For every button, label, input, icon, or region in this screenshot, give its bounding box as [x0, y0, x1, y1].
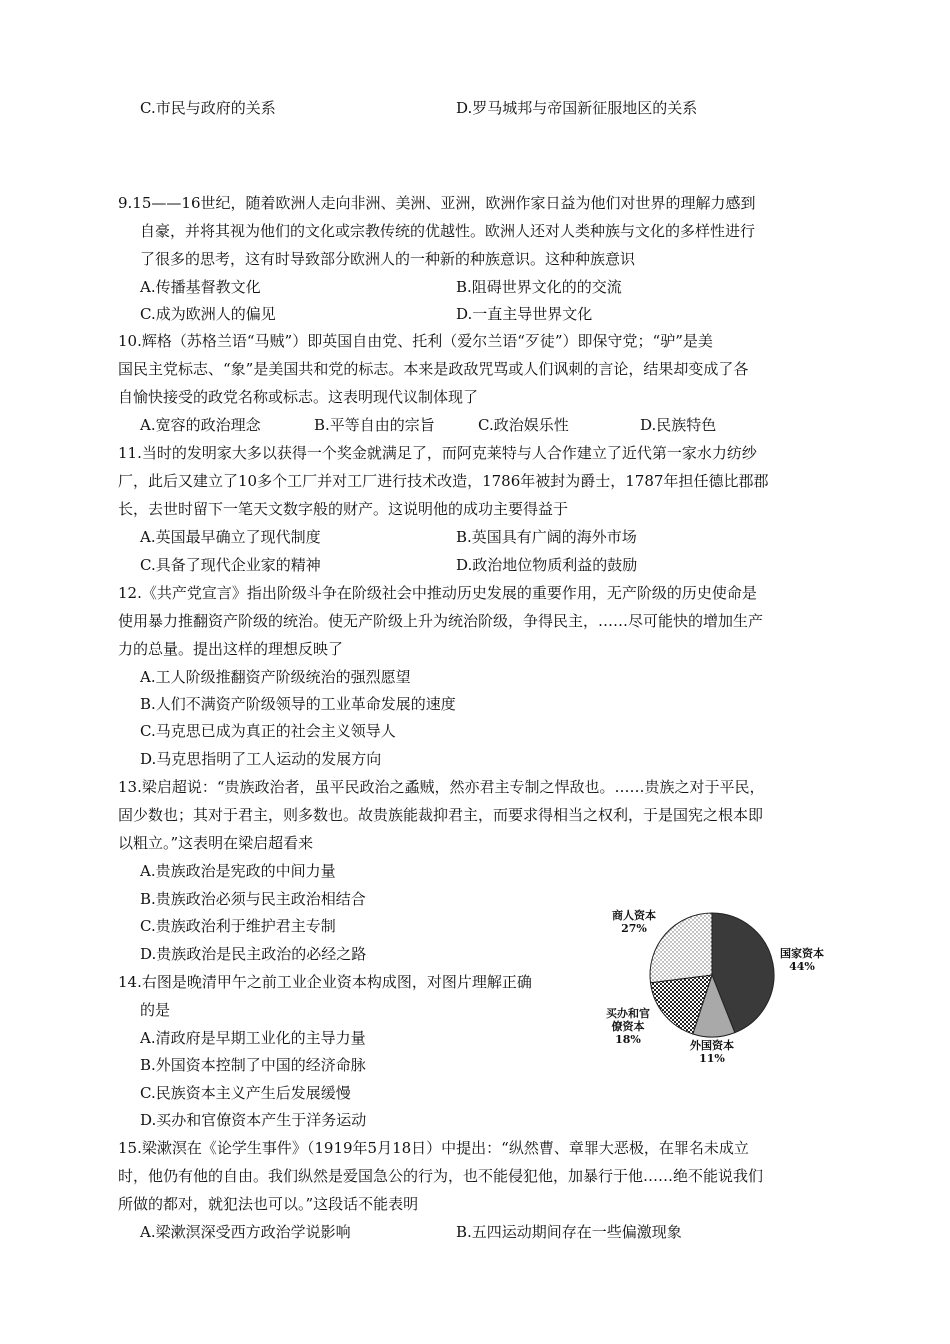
pie-slice-percent: 44%: [789, 960, 815, 973]
q10-option-d: D.民族特色: [640, 416, 717, 434]
q14-option-c: C.民族资本主义产生后发展缓慢: [140, 1084, 351, 1102]
q13-option-b: B.贵族政治必须与民主政治相结合: [140, 890, 366, 908]
q10-stem-line-3: 自愉快接受的政党名称或标志。这表明现代议制体现了: [118, 388, 479, 406]
q14-option-b: B.外国资本控制了中国的经济命脉: [140, 1056, 366, 1074]
pie-slice-label: 买办和官: [606, 1007, 650, 1020]
q12-option-c: C.马克思已成为真正的社会主义领导人: [140, 722, 396, 740]
capital-composition-pie-chart: [590, 905, 840, 1065]
q15-stem-line-3: 所做的都对，就犯法也可以。”这段话不能表明: [118, 1195, 419, 1213]
q10-stem-line-2: 国民主党标志、“象”是美国共和党的标志。本来是政敌咒骂或人们讽刺的言论，结果却变成了各: [118, 360, 749, 378]
q11-option-d: D.政治地位物质利益的鼓励: [456, 556, 638, 574]
q10-stem-line-1: 10.辉格（苏格兰语“马贼”）即英国自由党、托利（爱尔兰语“歹徒”）即保守党；“驴”是美: [118, 332, 713, 350]
q11-stem-line-1: 11.当时的发明家大多以获得一个奖金就满足了，而阿克莱特与人合作建立了近代第一家水力纺纱: [118, 444, 757, 462]
pie-slice-label: 僚资本: [611, 1020, 645, 1033]
pie-slice-label: 外国资本: [690, 1039, 734, 1052]
q12-option-b: B.人们不满资产阶级领导的工业革命发展的速度: [140, 695, 456, 713]
q8-option-d: D.罗马城邦与帝国新征服地区的关系: [456, 99, 698, 117]
q14-option-a: A.清政府是早期工业化的主导力量: [140, 1029, 366, 1047]
q13-option-c: C.贵族政治利于维护君主专制: [140, 917, 336, 935]
q11-option-b: B.英国具有广阔的海外市场: [456, 528, 637, 546]
q12-stem-line-2: 使用暴力推翻资产阶级的统治。使无产阶级上升为统治阶级，争得民主，……尽可能快的增加生产: [118, 612, 764, 630]
q12-option-a: A.工人阶级推翻资产阶级统治的强烈愿望: [140, 668, 411, 686]
q14-stem-line-2: 的是: [140, 1001, 171, 1019]
q9-stem-line-3: 了很多的思考，这有时导致部分欧洲人的一种新的种族意识。这种种族意识: [140, 250, 636, 268]
pie-slice: [650, 913, 712, 983]
q13-stem-line-2: 固少数也；其对于君主，则多数也。故贵族能裁抑君主，而要求得相当之权利，于是国宪之根本即: [118, 806, 764, 824]
q9-stem-line-2: 自豪，并将其视为他们的文化或宗教传统的优越性。欧洲人还对人类种族与文化的多样性进行: [140, 222, 756, 240]
pie-slice-percent: 18%: [615, 1033, 641, 1046]
q11-stem-line-3: 长，去世时留下一笔天文数字般的财产。这说明他的成功主要得益于: [118, 500, 569, 518]
q14-stem-line-1: 14.右图是晚清甲午之前工业企业资本构成图，对图片理解正确: [118, 973, 532, 991]
q10-option-b: B.平等自由的宗旨: [314, 416, 435, 434]
q13-stem-line-3: 以粗立。”这表明在梁启超看来: [118, 834, 314, 852]
q9-option-b: B.阻碍世界文化的的交流: [456, 278, 622, 296]
pie-slice-percent: 11%: [699, 1052, 725, 1065]
q9-option-a: A.传播基督教文化: [140, 278, 261, 296]
pie-slice-label: 国家资本: [780, 947, 824, 960]
q10-option-c: C.政治娱乐性: [478, 416, 569, 434]
q11-option-c: C.具备了现代企业家的精神: [140, 556, 321, 574]
pie-slice-percent: 27%: [621, 922, 647, 935]
q9-option-c: C.成为欧洲人的偏见: [140, 305, 276, 323]
q8-option-c: C.市民与政府的关系: [140, 99, 276, 117]
q13-option-d: D.贵族政治是民主政治的必经之路: [140, 945, 367, 963]
q11-option-a: A.英国最早确立了现代制度: [140, 528, 321, 546]
q13-option-a: A.贵族政治是宪政的中间力量: [140, 862, 336, 880]
q12-stem-line-1: 12.《共产党宣言》指出阶级斗争在阶级社会中推动历史发展的重要作用，无产阶级的历史使命是: [118, 584, 757, 602]
q11-stem-line-2: 厂，此后又建立了10多个工厂并对工厂进行技术改造，1786年被封为爵士，1787年担任德比郡郡: [118, 472, 769, 490]
q9-option-d: D.一直主导世界文化: [456, 305, 593, 323]
q14-option-d: D.买办和官僚资本产生于洋务运动: [140, 1111, 367, 1129]
q15-option-b: B.五四运动期间存在一些偏激现象: [456, 1223, 682, 1241]
q15-stem-line-1: 15.梁漱溟在《论学生事件》（1919年5月18日）中提出：“纵然曹、章罪大恶极，在罪名未成立: [118, 1139, 749, 1157]
q12-stem-line-3: 力的总量。提出这样的理想反映了: [118, 640, 344, 658]
q10-option-a: A.宽容的政治理念: [140, 416, 261, 434]
q9-stem-line-1: 9.15——16世纪，随着欧洲人走向非洲、美洲、亚洲，欧洲作家日益为他们对世界的理解力感到: [118, 194, 756, 212]
q15-stem-line-2: 时，他仍有他的自由。我们纵然是爱国急公的行为，也不能侵犯他，加暴行于他……绝不能说我们: [118, 1167, 764, 1185]
q15-option-a: A.梁漱溟深受西方政治学说影响: [140, 1223, 351, 1241]
pie-slice-label: 商人资本: [612, 909, 656, 922]
q13-stem-line-1: 13.梁启超说：“贵族政治者，虽平民政治之蟊贼，然亦君主专制之悍敌也。……贵族之对于平民，: [118, 778, 765, 796]
q12-option-d: D.马克思指明了工人运动的发展方向: [140, 750, 382, 768]
